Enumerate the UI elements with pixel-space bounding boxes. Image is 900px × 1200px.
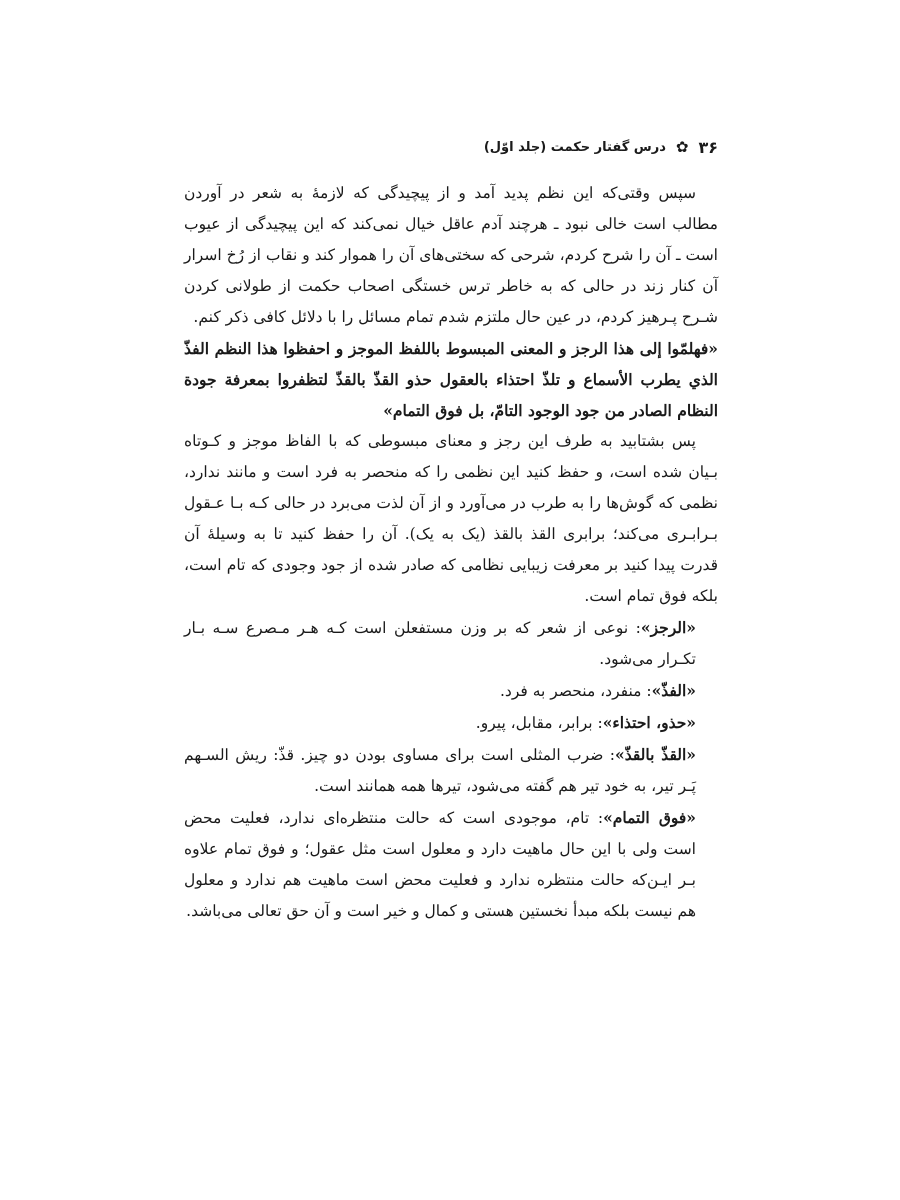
definition-fadh: [184, 675, 718, 707]
definition-term: «القذّ بالقذّ»: [615, 745, 696, 764]
arabic-quote: «فهلمّوا إلی هذا الرجز و المعنی المبسوط باللفظ الموجز و احفظوا هذا النظم الفذّ الذي یطرب الأسماع و تلذّ احتذاء بالعقول حذو القذّ بالقذّ لتظفروا بمعرفة جودة النظام الصادر من جود الوجود التامّ، بل فوق التمام»: [184, 339, 718, 420]
definition-text: : برابر، مقابل، پیرو.: [475, 714, 603, 732]
page-header: [182, 138, 718, 157]
page-number: ۳۶: [698, 138, 718, 157]
floral-star-icon: ✿: [675, 138, 689, 156]
paragraph-translation-quote: پس بشتابید به طرف این رجز و معنای مبسوطی که با الفاظ موجز و کـوتاه بـیان شده است، و حفظ کنید این نظمی را که منحصر به فرد است و مانند ندارد، نظمی که گوش‌ها را به طرب در می‌آورد و از آن لذت می‌برد در حالی کـه بـا عـقول بـرابـری می‌کند؛ برابری القذ بالقذ (یک به یک). آن را حفظ کنید تا به وسیلهٔ آن قدرت پیدا کنید بر معرفت زیبایی نظامی که صادر شده از جود وجودی که تام است، بلکه فوق تمام است.: [184, 432, 718, 605]
definition-text: : منفرد، منحصر به فرد.: [500, 682, 652, 700]
definition-term: «الرجز»: [640, 618, 696, 637]
definition-text: : ضرب المثلی است برای مساوی بودن دو چیز. قذّ: ریش السـهم پَـر تیر، به خود تیر هم گفته می‌شود، تیرها همه همانند است.: [184, 746, 696, 795]
definition-fawq-altamam: [184, 802, 718, 927]
running-title: درس گفتار حکمت (جلد اوّل): [483, 140, 666, 155]
paragraph-translation-intro: سپس وقتی‌که این نظم پدید آمد و از پیچیدگی که لازمهٔ به شعر در آوردن مطالب است خالی نبود ـ هرچند آدم عاقل خیال نمی‌کند که این پیچیدگی از عیوب است ـ آن را شرح کردم، شرحی که سختی‌های آن را هموار کند و نقاب از رُخ اسرار آن کنار زند در حالی که به خاطر ترس خستگی اصحاب حکمت از طولانی کردن شـرح پـرهیز کردم، در عین حال ملتزم شدم تمام مسائل را با دلائل کافی ذکر کنم.: [184, 184, 718, 326]
definition-term: «حذو، احتذاء»: [602, 713, 696, 732]
definition-text: : نوعی از شعر که بر وزن مستفعلن است کـه هـر مـصرع سـه بـار تکـرار می‌شود.: [184, 619, 696, 668]
definition-term: «الفذّ»: [651, 681, 696, 700]
definition-term: «فوق التمام»: [603, 808, 696, 827]
definition-rajaz: [184, 612, 718, 675]
page-body: [184, 178, 718, 927]
definition-hadhw: [184, 707, 718, 739]
definition-qadh: [184, 739, 718, 802]
definition-text: : تام، موجودی است که حالت منتظره‌ای ندارد، فعلیت محض است ولی با این حال ماهیت دارد و معلول است مثل عقول؛ و فوق تمام علاوه بـر ایـن‌که حالت منتظره ندارد و فعلیت محض است ماهیت هم ندارد و معلول هم نیست بلکه مبدأ نخستین هستی و کمال و خیر است و آن حق تعالی می‌باشد.: [184, 809, 696, 920]
